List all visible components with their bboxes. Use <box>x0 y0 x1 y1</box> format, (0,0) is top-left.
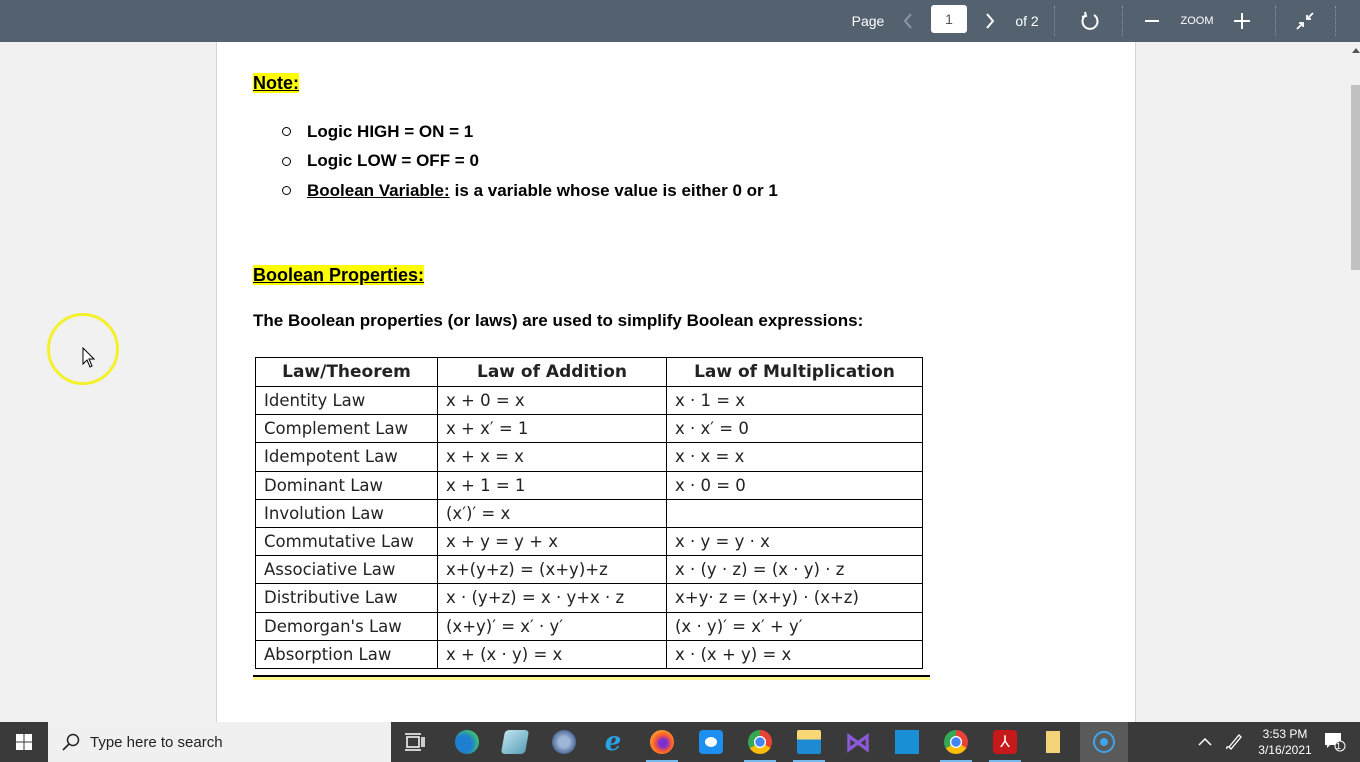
notification-icon <box>1324 732 1346 752</box>
show-hidden-icons-button[interactable] <box>1194 722 1216 762</box>
scroll-up-arrow-icon[interactable] <box>1352 48 1360 53</box>
taskbar-app-acrobat[interactable] <box>981 722 1029 762</box>
column-header: Law/Theorem <box>256 358 438 387</box>
note-heading: Note: <box>253 73 299 93</box>
table-row: Identity Law x + 0 = x x · 1 = x <box>256 387 923 415</box>
chrome-icon <box>748 730 772 754</box>
mouse-pointer-icon <box>82 347 96 369</box>
section-divider <box>253 675 930 680</box>
zoom-in-icon <box>1234 13 1250 29</box>
taskbar-app-cortana[interactable] <box>1080 722 1128 762</box>
firefox-icon <box>650 730 674 754</box>
search-placeholder: Type here to search <box>90 733 223 751</box>
prev-page-button[interactable] <box>898 0 918 42</box>
taskbar-app-feedback[interactable] <box>687 722 735 762</box>
bullet-circle-icon <box>282 157 291 166</box>
action-center-button[interactable] <box>1320 722 1350 762</box>
bullet-circle-icon <box>282 127 291 136</box>
taskbar-app-visual-studio[interactable] <box>834 722 882 762</box>
start-button[interactable] <box>0 722 48 762</box>
notification-count: 1 <box>1336 741 1342 751</box>
table-header-row <box>256 358 923 387</box>
collapse-button[interactable] <box>1292 0 1318 42</box>
zoom-in-button[interactable] <box>1230 0 1254 42</box>
next-page-button[interactable] <box>980 0 1000 42</box>
taskbar-app-firefox[interactable] <box>638 722 686 762</box>
zoom-label: ZOOM <box>1180 15 1214 27</box>
zoom-out-button[interactable] <box>1140 0 1164 42</box>
toolbar-divider <box>1275 6 1276 36</box>
table-row: Distributive Law x · (y+z) = x · y+x · z x+y· z = (x+y) · (x+z) <box>256 584 923 612</box>
search-icon <box>62 733 80 751</box>
taskbar-app-chrome-2[interactable] <box>932 722 980 762</box>
table-row: Complement Law x + x′ = 1 x · x′ = 0 <box>256 415 923 443</box>
clock-date: 3/16/2021 <box>1258 743 1312 757</box>
table-row: Idempotent Law x + x = x x · x = x <box>256 443 923 471</box>
collapse-icon <box>1296 12 1314 30</box>
column-header: Law of Multiplication <box>667 358 923 387</box>
boolean-laws-table <box>255 357 923 669</box>
intro-text: The Boolean properties (or laws) are used to simplify Boolean expressions: <box>253 311 864 330</box>
clock-time: 3:53 PM <box>1262 727 1308 741</box>
taskbar-app-edge[interactable] <box>443 722 491 762</box>
internet-explorer-icon: e <box>604 727 622 757</box>
table-row: Involution Law (x′)′ = x <box>256 499 923 527</box>
store-icon <box>895 730 919 754</box>
toolbar-divider <box>1122 6 1123 36</box>
chevron-up-icon <box>1198 738 1212 746</box>
page-label: Page <box>851 13 885 29</box>
bullet-circle-icon <box>282 186 291 195</box>
table-row: Absorption Law x + (x · y) = x x · (x + y) = x <box>256 640 923 668</box>
cortana-icon <box>1092 730 1116 754</box>
pen-workspace-button[interactable] <box>1222 722 1246 762</box>
rotate-icon <box>1080 11 1100 31</box>
chevron-left-icon <box>903 13 913 29</box>
taskbar-search-box[interactable] <box>48 722 391 762</box>
list-item: Boolean Variable: is a variable whose value is either 0 or 1 <box>282 176 778 206</box>
task-view-icon <box>405 733 425 751</box>
task-view-button[interactable] <box>391 722 439 762</box>
note-bullet-list <box>282 117 778 206</box>
taskbar-app-file-explorer[interactable] <box>785 722 833 762</box>
taskbar-app-folder[interactable] <box>1029 722 1077 762</box>
term-label: Boolean Variable: <box>307 180 450 200</box>
network-globe-icon <box>552 730 576 754</box>
toolbar-divider <box>1054 6 1055 36</box>
taskbar-app-network[interactable] <box>540 722 588 762</box>
folder-icon <box>1046 731 1060 753</box>
file-explorer-icon <box>797 730 821 754</box>
pen-icon <box>1225 733 1243 751</box>
column-header: Law of Addition <box>438 358 667 387</box>
acrobat-reader-icon: ⅄ <box>993 730 1017 754</box>
rotate-button[interactable] <box>1076 0 1104 42</box>
taskbar-app-notepad[interactable] <box>491 722 539 762</box>
table-row: Dominant Law x + 1 = 1 x · 0 = 0 <box>256 471 923 499</box>
list-item: Logic LOW = OFF = 0 <box>282 147 778 177</box>
chrome-icon <box>944 730 968 754</box>
taskbar-app-store[interactable] <box>883 722 931 762</box>
table-row: Associative Law x+(y+z) = (x+y)+z x · (y · z) = (x · y) · z <box>256 556 923 584</box>
feedback-chat-icon <box>699 730 723 754</box>
visual-studio-icon: ⋈ <box>845 726 871 757</box>
list-item: Logic HIGH = ON = 1 <box>282 117 778 147</box>
zoom-out-icon <box>1145 14 1159 28</box>
pdf-toolbar <box>0 0 1360 42</box>
properties-heading: Boolean Properties: <box>253 265 425 285</box>
notepad-icon <box>501 730 529 754</box>
system-clock[interactable] <box>1252 722 1318 762</box>
windows-taskbar <box>0 722 1360 762</box>
edge-icon <box>455 730 479 754</box>
page-count: of 2 <box>1015 13 1039 29</box>
toolbar-divider <box>1335 6 1336 36</box>
page-number-input[interactable] <box>931 5 967 33</box>
taskbar-app-chrome[interactable] <box>736 722 784 762</box>
chevron-right-icon <box>985 13 995 29</box>
scrollbar-thumb[interactable] <box>1351 85 1360 270</box>
table-row: Demorgan's Law (x+y)′ = x′ · y′ (x · y)′ = x′ + y′ <box>256 612 923 640</box>
taskbar-app-internet-explorer[interactable] <box>589 722 637 762</box>
table-row: Commutative Law x + y = y + x x · y = y · x <box>256 527 923 555</box>
windows-logo-icon <box>16 734 32 750</box>
